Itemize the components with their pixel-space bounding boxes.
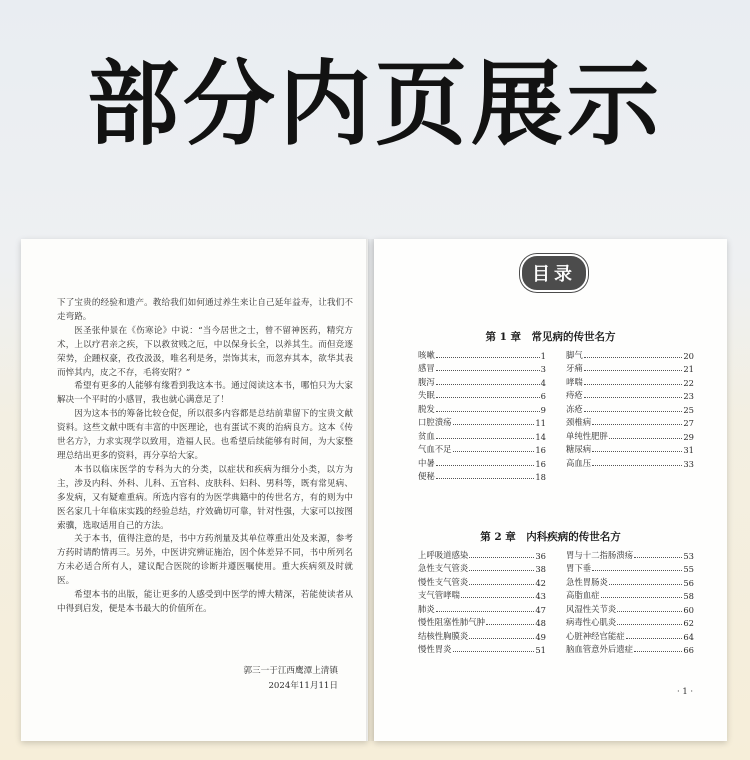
signature-block	[243, 664, 338, 694]
preface-paragraph: 希望本书的出版，能让更多的人感受到中医学的博大精深，若能使读者从中得到启发，便是本书最大的价值所在。	[57, 590, 353, 614]
toc-leader-dots	[626, 638, 683, 639]
toc-entry[interactable]	[418, 347, 546, 361]
toc-leader-dots	[469, 584, 534, 585]
toc-leader-dots	[436, 465, 535, 466]
toc-entry-title: 结核性胸膜炎	[418, 630, 469, 641]
toc-entry[interactable]	[418, 601, 546, 615]
toc-entry-title: 脑血管意外后遗症	[566, 644, 633, 655]
toc-entry-page: 16	[535, 458, 546, 469]
toc-entry-title: 脱发	[418, 403, 435, 414]
toc-entry-title: 颈椎病	[566, 417, 592, 428]
toc-entry[interactable]	[566, 415, 694, 429]
toc-entry-page: 47	[535, 604, 546, 615]
toc-entry-title: 冻疮	[566, 403, 583, 414]
toc-leader-dots	[584, 357, 683, 358]
toc-entry-page: 31	[683, 445, 694, 456]
toc-entry-title: 便秘	[418, 471, 435, 482]
toc-entry[interactable]	[418, 547, 546, 561]
toc-leader-dots	[436, 384, 540, 385]
toc-leader-dots	[592, 451, 682, 452]
toc-leader-dots	[453, 651, 535, 652]
toc-leader-dots	[469, 570, 534, 571]
toc-entry[interactable]	[418, 628, 546, 642]
toc-entry[interactable]	[418, 455, 546, 469]
toc-leader-dots	[584, 397, 683, 398]
toc-leader-dots	[469, 557, 534, 558]
toc-entry[interactable]	[566, 374, 694, 388]
toc-entry-page: 23	[683, 391, 694, 402]
toc-leader-dots	[453, 424, 535, 425]
toc-entry[interactable]	[566, 588, 694, 602]
chapter1-left-list	[418, 347, 546, 482]
toc-entry-title: 慢性阻塞性肺气肿	[418, 617, 485, 628]
toc-leader-dots	[436, 438, 535, 439]
toc-entry-page: 51	[535, 645, 546, 656]
toc-entry-title: 急性支气管炎	[418, 563, 469, 574]
toc-leader-dots	[436, 478, 535, 479]
toc-entry-title: 支气管哮喘	[418, 590, 460, 601]
toc-entry-title: 口腔溃疡	[418, 417, 452, 428]
toc-entry-title: 咳嗽	[418, 349, 435, 360]
signature-date: 2024年11月11日	[268, 681, 338, 691]
toc-entry-page: 36	[535, 550, 546, 561]
toc-leader-dots	[592, 570, 682, 571]
toc-entry-page: 29	[683, 431, 694, 442]
toc-entry-page: 21	[683, 364, 694, 375]
toc-leader-dots	[584, 384, 683, 385]
toc-leader-dots	[592, 465, 682, 466]
toc-leader-dots	[461, 597, 534, 598]
toc-entry-page: 42	[535, 577, 546, 588]
toc-entry-page: 6	[540, 391, 546, 402]
toc-entry[interactable]	[566, 428, 694, 442]
toc-entry-title: 风湿性关节炎	[566, 603, 617, 614]
toc-entry-title: 中暑	[418, 457, 435, 468]
toc-entry-page: 11	[535, 418, 546, 429]
toc-leader-dots	[486, 624, 534, 625]
preface-paragraph: 关于本书，值得注意的是，书中方药剂量及其单位尊重出处及来源，参考方药时请酌情再三。另外，中医讲究辨证施治，因个体差异不同，书中所列名方未必适合所有人，建议配合医院的诊断并遵医嘱使用。重大疾病须及时就医。	[57, 534, 353, 587]
toc-entry-title: 牙痛	[566, 363, 583, 374]
toc-entry[interactable]	[418, 561, 546, 575]
chapter1-right-list	[566, 347, 694, 469]
toc-entry-page: 20	[683, 350, 694, 361]
toc-entry-title: 胃下垂	[566, 563, 592, 574]
banner-title: 部分内页展示	[86, 51, 663, 158]
toc-entry-title: 感冒	[418, 363, 435, 374]
toc-entry-page: 25	[683, 404, 694, 415]
toc-entry-title: 慢性支气管炎	[418, 576, 469, 587]
toc-leader-dots	[609, 584, 682, 585]
toc-entry[interactable]	[418, 415, 546, 429]
toc-leader-dots	[469, 638, 534, 639]
toc-entry-title: 糖尿病	[566, 444, 592, 455]
toc-entry-page: 33	[683, 458, 694, 469]
toc-leader-dots	[634, 557, 682, 558]
toc-entry-page: 64	[683, 631, 694, 642]
toc-entry[interactable]	[566, 388, 694, 402]
toc-title-badge	[520, 254, 588, 292]
toc-entry-title: 肺炎	[418, 603, 435, 614]
toc-leader-dots	[436, 611, 535, 612]
toc-leader-dots	[436, 397, 540, 398]
toc-entry-title: 病毒性心肌炎	[566, 617, 617, 628]
toc-entry-page: 43	[535, 591, 546, 602]
toc-leader-dots	[584, 370, 683, 371]
toc-entry-title: 贫血	[418, 430, 435, 441]
toc-entry[interactable]	[418, 401, 546, 415]
toc-entry[interactable]	[418, 442, 546, 456]
toc-entry-title: 胃与十二指肠溃疡	[566, 549, 633, 560]
chapter2-heading: 第 2 章 内科疾病的传世名方	[480, 531, 621, 543]
toc-leader-dots	[634, 651, 682, 652]
preface-text	[57, 297, 353, 617]
toc-entry-page: 16	[535, 445, 546, 456]
toc-leader-dots	[453, 451, 535, 452]
toc-entry-page: 38	[535, 564, 546, 575]
toc-entry[interactable]	[566, 628, 694, 642]
toc-entry-page: 9	[540, 404, 546, 415]
toc-entry[interactable]	[566, 455, 694, 469]
toc-entry[interactable]	[418, 388, 546, 402]
toc-leader-dots	[436, 357, 540, 358]
preface-paragraph: 医圣张仲景在《伤寒论》中说：“当今居世之士，曾不留神医药，精究方术，上以疗君亲之疾，下以救贫贱之厄，中以保身长全，以养其生。而但竞逐荣势，企踵权豪，孜孜汲汲，唯名利是务，崇饰其末，而忽弃其本，欲华其表而悴其内，皮之不存，毛将安附？”	[57, 325, 353, 378]
toc-entry-title: 脚气	[566, 349, 583, 360]
toc-entry-page: 18	[535, 472, 546, 483]
toc-entry[interactable]	[566, 442, 694, 456]
toc-entry-title: 上呼吸道感染	[418, 549, 469, 560]
toc-entry-title: 腹泻	[418, 376, 435, 387]
toc-entry[interactable]	[418, 574, 546, 588]
toc-entry-page: 66	[683, 645, 694, 656]
chapter1-heading: 第 1 章 常见病的传世名方	[485, 331, 616, 343]
toc-leader-dots	[436, 411, 540, 412]
signature-place: 郭三一于江西鹰潭上清镇	[243, 666, 338, 676]
toc-entry[interactable]	[418, 588, 546, 602]
toc-entry[interactable]	[418, 615, 546, 629]
toc-leader-dots	[436, 370, 540, 371]
toc-leader-dots	[584, 411, 683, 412]
toc-entry[interactable]	[418, 361, 546, 375]
toc-entry-title: 急性胃肠炎	[566, 576, 608, 587]
toc-entry-page: 3	[540, 364, 546, 375]
toc-entry-title: 失眠	[418, 390, 435, 401]
toc-leader-dots	[592, 424, 682, 425]
toc-entry[interactable]	[418, 642, 546, 656]
toc-entry-page: 53	[683, 550, 694, 561]
toc-entry[interactable]	[566, 401, 694, 415]
left-page	[21, 239, 368, 741]
preface-paragraph: 希望有更多的人能够有缘看到我这本书。通过阅读这本书，哪怕只为大家解决一个平时的小感冒，我也就心满意足了！	[57, 381, 353, 406]
toc-entry-page: 48	[535, 618, 546, 629]
toc-entry-title: 痔疮	[566, 390, 583, 401]
toc-entry[interactable]	[418, 374, 546, 388]
toc-title: 目录	[532, 264, 576, 285]
toc-entry[interactable]	[566, 574, 694, 588]
preface-paragraph: 本书以临床医学的专科为大的分类，以症状和疾病为细分小类，以方为主，涉及内科、外科、儿科、五官科、皮肤科、妇科、男科等，既有常见病、多发病，又有疑难重病。所选内容有的为医学典籍中的传世名方，有的则为中医名家几十年临床实践的经验总结，疗效确切可靠，针对性强，大家可以按图索骥，选取适用自己的方法。	[57, 464, 353, 531]
toc-entry-title: 心脏神经官能症	[566, 630, 625, 641]
toc-entry-page: 4	[540, 377, 546, 388]
toc-entry-title: 高血压	[566, 457, 592, 468]
toc-entry[interactable]	[418, 469, 546, 483]
toc-entry-page: 58	[683, 591, 694, 602]
toc-entry-page: 22	[683, 377, 694, 388]
toc-leader-dots	[617, 611, 682, 612]
toc-entry-page: 60	[683, 604, 694, 615]
toc-entry[interactable]	[566, 642, 694, 656]
right-page	[374, 239, 727, 741]
toc-entry[interactable]	[566, 547, 694, 561]
toc-entry-title: 高脂血症	[566, 590, 600, 601]
toc-leader-dots	[609, 438, 682, 439]
toc-entry[interactable]	[566, 361, 694, 375]
toc-entry-page: 56	[683, 577, 694, 588]
toc-entry-page: 1	[540, 350, 546, 361]
toc-leader-dots	[617, 624, 682, 625]
page-number: · 1 ·	[677, 686, 693, 696]
toc-entry-title: 气血不足	[418, 444, 452, 455]
toc-entry-page: 27	[683, 418, 694, 429]
toc-entry[interactable]	[418, 428, 546, 442]
preface-paragraph: 下了宝贵的经验和遗产。教给我们如何通过养生来让自己延年益寿，让我们不走弯路。	[57, 298, 353, 322]
toc-entry[interactable]	[566, 347, 694, 361]
toc-entry-title: 单纯性肥胖	[566, 430, 608, 441]
toc-entry-page: 49	[535, 631, 546, 642]
toc-entry-title: 慢性胃炎	[418, 644, 452, 655]
toc-entry-page: 55	[683, 564, 694, 575]
toc-entry[interactable]	[566, 615, 694, 629]
toc-entry[interactable]	[566, 561, 694, 575]
toc-entry-page: 62	[683, 618, 694, 629]
toc-entry-title: 哮喘	[566, 376, 583, 387]
chapter2-right-list	[566, 547, 694, 655]
chapter2-left-list	[418, 547, 546, 655]
toc-entry[interactable]	[566, 601, 694, 615]
preface-paragraph: 因为这本书的筹备比较仓促，所以很多内容都是总结前辈留下的宝贵文献资料。这些文献中既有丰富的中医理论，也有蛋试不爽的治病良方。这本《传世名方》，力求实现学以致用，造福人民。也希望后续能够有时间，为大家整理总结出更多的资料，再分享给大家。	[57, 409, 353, 461]
toc-entry-page: 14	[535, 431, 546, 442]
toc-leader-dots	[601, 597, 683, 598]
